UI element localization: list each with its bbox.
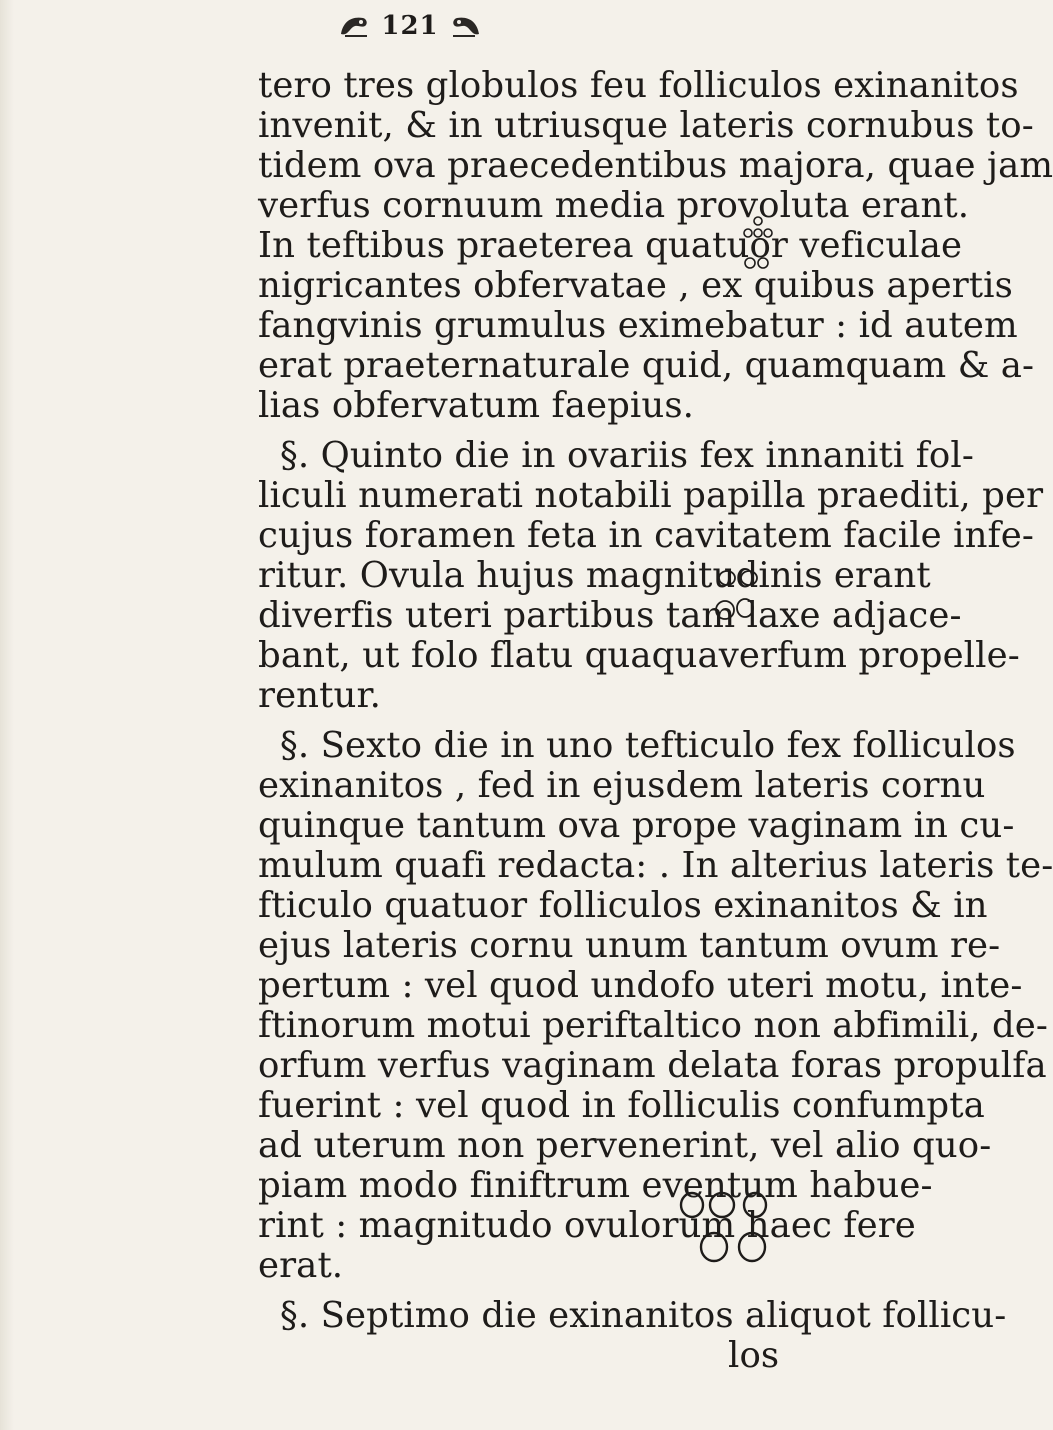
text-line: fangvinis grumulus eximebatur : id autem [258,305,1018,346]
text-line: ad uterum non pervenerint, vel alio quo- [258,1125,992,1166]
text-line: In teftibus praeterea quatuor veficulae [258,225,963,266]
text-line: rint : magnitudo ovulorum haec fere [258,1205,916,1246]
text-line: mulum quafi redacta: . In alterius lateris te- [258,845,1053,886]
text-line: quinque tantum ova prope vaginam in cu- [258,805,1015,846]
text-line: liculi numerati notabili papilla praediti, per [258,475,1044,516]
text-line: ritur. Ovula hujus magnitudinis erant [258,555,931,596]
ova-large-icon [670,1185,775,1275]
text-line: piam modo finiftrum eventum habue- [258,1165,933,1206]
text-line: pertum : vel quod undofo uteri motu, inte- [258,965,1023,1006]
text-line: cujus foramen feta in cavitatem facile infe- [258,515,1035,556]
text-line: nigricantes obfervatae , ex quibus apertis [258,265,1013,306]
text-line: tero tres globulos feu folliculos exinanitos [258,65,1019,106]
text-line: erat. [258,1245,344,1286]
text-line: bant, ut folo flatu quaquaverfum propelle- [258,635,1020,676]
text-line: diverfis uteri partibus tam laxe adjace- [258,595,962,636]
text-line: ejus lateris cornu unum tantum ovum re- [258,925,1001,966]
page-edge-shadow [0,0,14,1430]
text-line: erat praeternaturale quid, quamquam & a- [258,345,1035,386]
text-line: los [728,1335,780,1376]
text-line: fticulo quatuor folliculos exinanitos & in [258,885,988,926]
text-line: tidem ova praecedentibus majora, quae jam [258,145,1053,186]
text-line: lias obfervatum faepius. [258,385,695,426]
text-line: §. Quinto die in ovariis fex innaniti fol- [280,435,974,476]
left-ornament-icon [337,12,371,40]
ova-small-icon [738,214,778,242]
text-line: rentur. [258,675,382,716]
ova-tiny-icon [742,255,772,271]
text-line: §. Septimo die exinanitos aliquot follicu- [280,1295,1007,1336]
page-header [300,4,520,48]
ova-medium-icon [705,564,775,644]
page-number: 121 [381,11,439,41]
text-line: verfus cornuum media provoluta erant. [258,185,970,226]
text-line: exinanitos , fed in ejusdem lateris cornu [258,765,986,806]
text-line: §. Sexto die in uno tefticulo fex folliculos [280,725,1016,766]
text-line: ftinorum motui periftaltico non abfimili, de- [258,1005,1049,1046]
text-line: orfum verfus vaginam delata foras propulfa [258,1045,1047,1086]
right-ornament-icon [449,12,483,40]
text-line: invenit, & in utriusque lateris cornubus to- [258,105,1034,146]
text-line: fuerint : vel quod in folliculis confumpta [258,1085,985,1126]
